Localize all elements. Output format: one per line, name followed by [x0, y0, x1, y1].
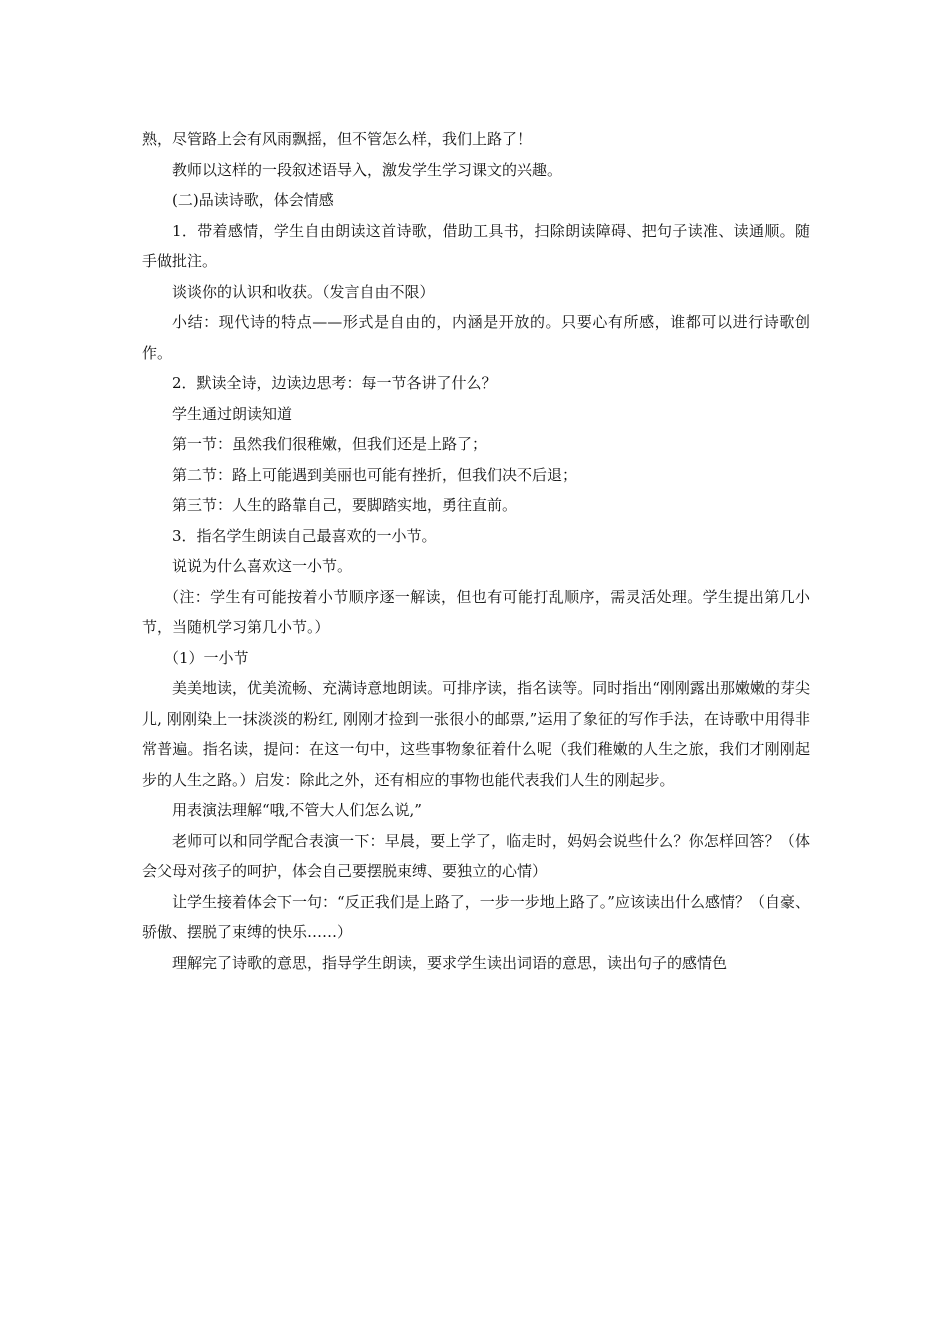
paragraph: 让学生接着体会下一句：“反正我们是上路了，一步一步地上路了。”应该读出什么感情？（自豪、骄傲、摆脱了束缚的快乐……） — [142, 892, 810, 941]
paragraph: 教师以这样的一段叙述语导入，激发学生学习课文的兴趣。 — [172, 160, 563, 179]
paragraph: 美美地读，优美流畅、充满诗意地朗读。可排序读，指名读等。同时指出“刚刚露出那嫩嫩的芽尖儿, 刚刚染上一抹淡淡的粉红, 刚刚才捡到一张很小的邮票,”运用了象征的写作手法，在诗歌中用得非常普遍。指名读，提问：在这一句中，这些事物象征着什么呢（我们稚嫩的人生之旅，我们才刚刚起步的人生之路。）启发：除此之外，还有相应的事物也能代表我们人生的刚起步。 — [142, 679, 810, 789]
paragraph: 熟，尽管路上会有风雨飘摇，但不管怎么样，我们上路了！ — [142, 130, 533, 148]
subsection-heading: （1）一小节 — [164, 648, 249, 667]
document-body — [142, 124, 810, 978]
paragraph: 2．默读全诗，边读边思考：每一节各讲了什么？ — [172, 374, 497, 392]
paragraph: 用表演法理解“哦,不管大人们怎么说,” — [172, 801, 422, 819]
paragraph: 第三节：人生的路靠自己，要脚踏实地，勇往直前。 — [172, 496, 518, 514]
paragraph: 谈谈你的认识和收获。（发言自由不限） — [172, 282, 435, 301]
paragraph: 第二节：路上可能遇到美丽也可能有挫折，但我们决不后退； — [172, 465, 578, 484]
paragraph: 第一节：虽然我们很稚嫩，但我们还是上路了； — [172, 435, 488, 453]
paragraph: 1．带着感情，学生自由朗读这首诗歌，借助工具书，扫除朗读障碍、把句子读准、读通顺。随手做批注。 — [142, 221, 810, 270]
paragraph: 理解完了诗歌的意思，指导学生朗读，要求学生读出词语的意思，读出句子的感情色 — [172, 953, 728, 972]
section-heading: (二)品读诗歌，体会情感 — [172, 191, 334, 209]
paragraph: 说说为什么喜欢这一小节。 — [172, 557, 353, 575]
paragraph: 学生通过朗读知道 — [172, 404, 293, 423]
note-paragraph: （注：学生有可能按着小节顺序逐一解读，但也有可能打乱顺序，需灵活处理。学生提出第几小节，当随机学习第几小节。） — [142, 587, 810, 636]
paragraph: 3．指名学生朗读自己最喜欢的一小节。 — [172, 526, 437, 545]
paragraph: 老师可以和同学配合表演一下：早晨，要上学了，临走时，妈妈会说些什么？你怎样回答？（体会父母对孩子的呵护，体会自己要摆脱束缚、要独立的心情） — [142, 831, 810, 880]
paragraph: 小结：现代诗的特点——形式是自由的，内涵是开放的。只要心有所感，谁都可以进行诗歌创作。 — [142, 313, 810, 362]
